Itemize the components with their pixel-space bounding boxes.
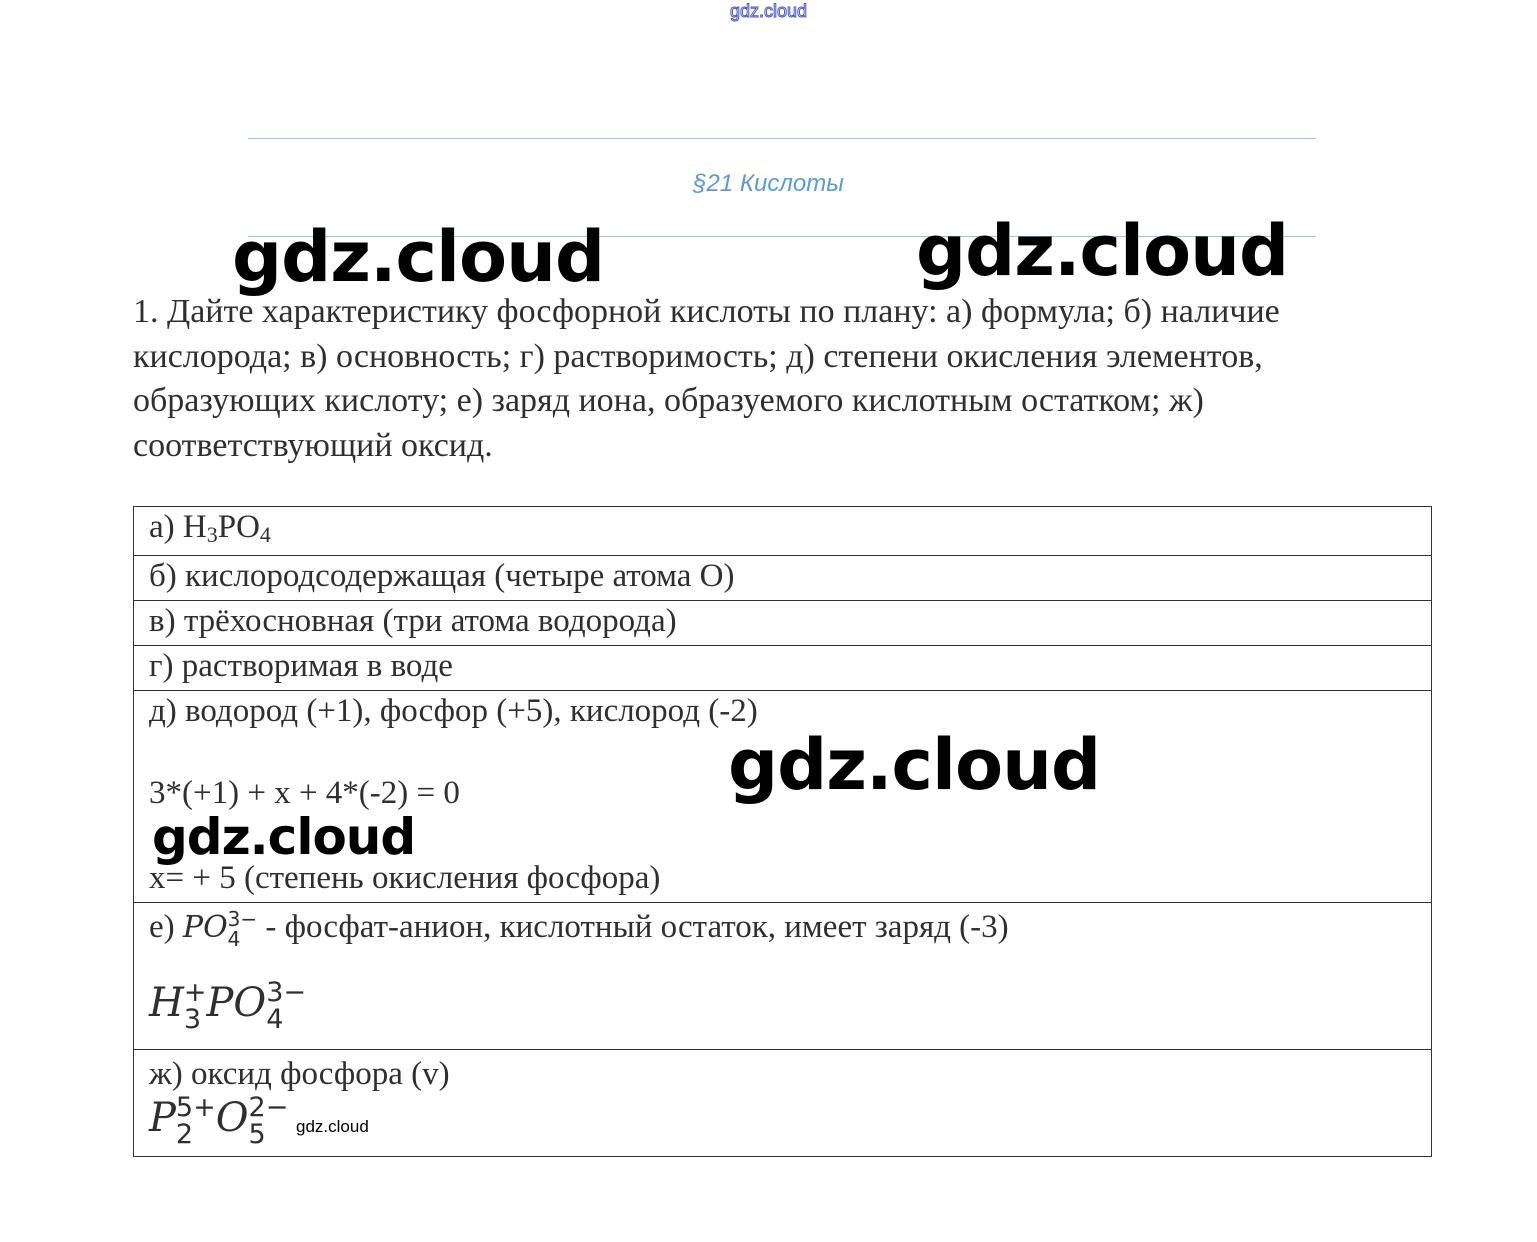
watermark-2: gdz.cloud <box>916 210 1289 292</box>
answer-row-oxygen <box>134 556 1432 601</box>
header-rule-top <box>248 138 1316 139</box>
watermark-3: gdz.cloud <box>728 724 1101 806</box>
acid-ion-formula: H + 3 PO 3− 4 <box>149 977 307 1035</box>
answer-cell: е) PO 3− 4 - фосфат-анион, кислотный остаток, имеет заряд (-3) H + 3 PO 3− 4 <box>134 903 1432 1050</box>
section-title: §21 Кислоты <box>693 170 844 197</box>
top-watermark: gdz.cloud <box>729 1 808 21</box>
answer-row-oxide <box>134 1050 1432 1157</box>
watermark-1: gdz.cloud <box>232 216 605 298</box>
answer-cell: б) кислородсодержащая (четыре атома O) <box>134 556 1432 601</box>
answer-cell: ж) оксид фосфора (v) P 5+ 2 O 2− 5 <box>134 1050 1432 1157</box>
answer-cell: в) трёхосновная (три атома водорода) <box>134 601 1432 646</box>
answer-cell: д) водород (+1), фосфор (+5), кислород (-2) 3*(+1) + x + 4*(-2) = 0 x= + 5 (степень окисления фосфора) <box>134 691 1432 903</box>
answer-row-ion-charge <box>134 903 1432 1050</box>
watermark-4: gdz.cloud <box>152 808 416 866</box>
answer-row-formula <box>134 507 1432 556</box>
task-text: 1. Дайте характеристику фосфорной кислоты по плану: а) формула; б) наличие кислорода; в) основность; г) растворимость; д) степени окисления элементов, образующих кислоту; е) заряд иона, образуемого кислотным остатком; ж) соответствующий оксид. <box>133 293 1280 464</box>
oxide-formula: P 5+ 2 O 2− 5 <box>149 1092 289 1150</box>
phosphate-ion-formula: PO 3− 4 <box>182 907 258 951</box>
answer-cell: а) $H_3PO_4$ <box>134 507 1432 556</box>
answer-row-solubility <box>134 646 1432 691</box>
answer-row-basicity <box>134 601 1432 646</box>
answer-cell: г) растворимая в воде <box>134 646 1432 691</box>
watermark-5: gdz.cloud <box>296 1117 369 1136</box>
